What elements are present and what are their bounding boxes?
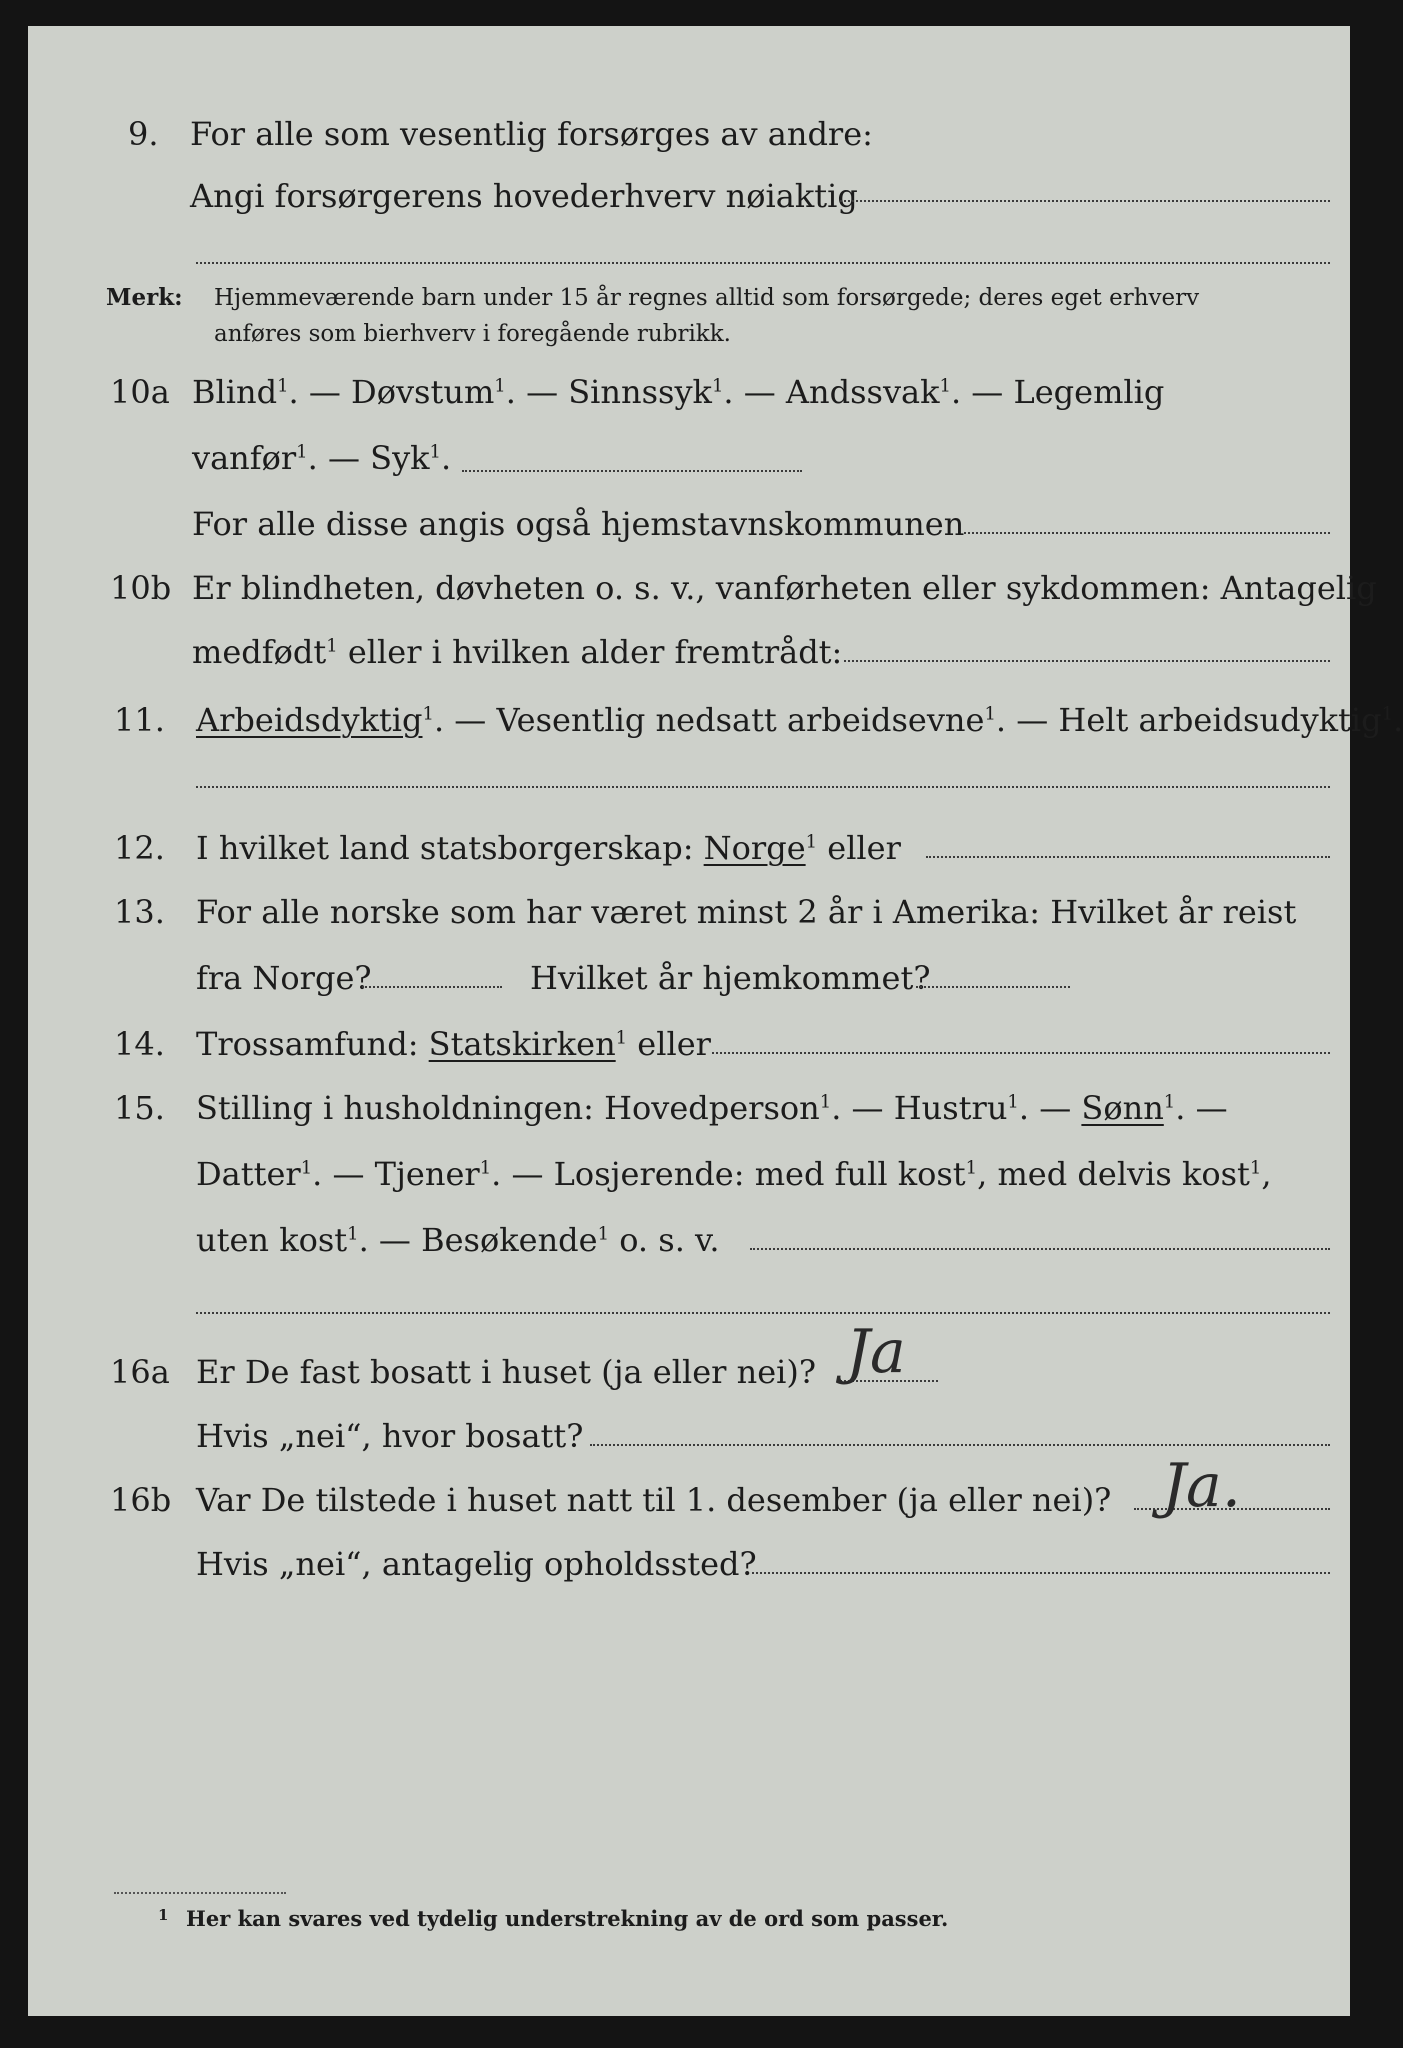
option-legemlig: . — Legemlig bbox=[950, 373, 1165, 411]
footnote-ref: 1 bbox=[984, 703, 996, 725]
footnote-ref: 1 bbox=[1249, 1157, 1262, 1179]
footnote-ref: 1 bbox=[429, 441, 441, 463]
q10a-fill-line-2 bbox=[964, 532, 1330, 534]
option-sonn-underlined: Sønn bbox=[1081, 1089, 1164, 1127]
footnote-ref: 1 bbox=[1381, 703, 1394, 725]
option-statskirken-underlined: Statskirken bbox=[428, 1025, 616, 1063]
footnote-ref: 1 bbox=[494, 375, 506, 397]
q13-fill-line-1 bbox=[362, 986, 502, 988]
q10a-line1 bbox=[192, 372, 1330, 412]
q9-line1: For alle som vesentlig forsørges av andre: bbox=[190, 115, 873, 153]
q16a-line1: Er De fast bosatt i huset (ja eller nei)? bbox=[196, 1353, 817, 1391]
option-hovedperson: Stilling i husholdningen: Hovedperson bbox=[196, 1089, 820, 1127]
q10a-fill-line bbox=[462, 470, 802, 472]
option-vanfor: vanfør bbox=[192, 439, 297, 477]
q16b-number: 16b bbox=[110, 1481, 172, 1519]
q14-number: 14. bbox=[114, 1025, 165, 1063]
option-medfodt: medfødt bbox=[192, 633, 327, 671]
q16a-fill-line-2 bbox=[590, 1444, 1330, 1446]
q9-fill-line bbox=[840, 200, 1330, 202]
q13-line2b: Hvilket år hjemkommet? bbox=[530, 959, 931, 997]
option-arbeidsdyktig-underlined: Arbeidsdyktig bbox=[196, 701, 423, 739]
q10a-number: 10a bbox=[110, 373, 170, 411]
q9-fill-line-2 bbox=[196, 262, 1330, 264]
q15-line1: Stilling i husholdningen: Hovedperson$^1$. — Hustru$^1$. — Sønn$^1$. — bbox=[196, 1089, 1228, 1127]
footnote-ref: 1 bbox=[939, 375, 951, 397]
footnote-ref: 1 bbox=[1163, 1091, 1176, 1113]
footnote-rule bbox=[114, 1892, 286, 1894]
footnote-ref: 1 bbox=[296, 441, 308, 463]
q9-line2: Angi forsørgerens hovederhverv nøiaktig bbox=[190, 177, 858, 215]
option-udyktig: . — Helt arbeidsudyktig bbox=[995, 701, 1382, 739]
q13-number: 13. bbox=[114, 893, 165, 931]
q11-fill-line bbox=[196, 786, 1330, 788]
q9-number: 9. bbox=[128, 115, 159, 153]
q13-fill-line-2 bbox=[916, 986, 1070, 988]
option-blind: Blind bbox=[192, 373, 278, 411]
q16a-line2: Hvis „nei“, hvor bosatt? bbox=[196, 1417, 584, 1455]
option-andssvak: . — Andssvak bbox=[723, 373, 940, 411]
q16b-fill-line-2 bbox=[752, 1572, 1330, 1574]
q15-fill-line-2 bbox=[196, 1312, 1330, 1314]
q13-line1: For alle norske som har været minst 2 år i Amerika: Hvilket år reist bbox=[196, 893, 1297, 931]
footnote-ref: 1 bbox=[615, 1027, 628, 1049]
merk-label: Merk: bbox=[106, 284, 183, 311]
footnote-ref: 1 bbox=[805, 831, 818, 853]
q10b-line2: medfødt$^1$ eller i hvilken alder fremtrådt: bbox=[192, 633, 843, 671]
option-hustru: . — Hustru bbox=[831, 1089, 1008, 1127]
footnote-ref: 1 bbox=[965, 1157, 978, 1179]
q12-fill-line bbox=[926, 856, 1330, 858]
q11-line1: Arbeidsdyktig$^1$. — Vesentlig nedsatt arbeidsevne$^1$. — Helt arbeidsudyktig$^1$. bbox=[196, 701, 1403, 739]
q16b-handwritten-answer: Ja. bbox=[1162, 1451, 1241, 1521]
q16a-number: 16a bbox=[110, 1353, 170, 1391]
option-delvis-kost: , med delvis kost bbox=[977, 1155, 1250, 1193]
q10a-line2: vanfør$^1$. — Syk$^1$. bbox=[192, 439, 452, 477]
q16a-handwritten-answer: Ja bbox=[846, 1317, 906, 1387]
q12-line1: I hvilket land statsborgerskap: Norge$^1$ eller bbox=[196, 829, 901, 867]
q14-line1: Trossamfund: Statskirken$^1$ eller bbox=[196, 1025, 711, 1063]
q15-line3: uten kost$^1$. — Besøkende$^1$ o. s. v. bbox=[196, 1221, 720, 1259]
option-nedsatt: . — Vesentlig nedsatt arbeidsevne bbox=[433, 701, 985, 739]
footnote-ref: 1 bbox=[326, 635, 338, 657]
q16b-line2: Hvis „nei“, antagelig opholdssted? bbox=[196, 1545, 757, 1583]
merk-line2: anføres som bierhverv i foregående rubrikk. bbox=[214, 321, 731, 347]
footnote-ref: 1 bbox=[479, 1157, 492, 1179]
footnote-ref: 1 bbox=[422, 703, 434, 725]
footnote-ref: 1 bbox=[277, 375, 289, 397]
option-datter: Datter bbox=[196, 1155, 301, 1193]
footnote-ref: 1 bbox=[347, 1223, 359, 1245]
q15-number: 15. bbox=[114, 1089, 165, 1127]
census-form-page bbox=[28, 26, 1403, 2016]
q10b-number: 10b bbox=[110, 569, 172, 607]
q16b-line1: Var De tilstede i huset natt til 1. desember (ja eller nei)? bbox=[196, 1481, 1112, 1519]
q10b-line1: Er blindheten, døvheten o. s. v., vanførheten eller sykdommen: Antagelig bbox=[192, 569, 1377, 607]
option-uten-kost: uten kost bbox=[196, 1221, 348, 1259]
option-full-kost: . — Losjerende: med full kost bbox=[491, 1155, 966, 1193]
footnote-mark: 1 bbox=[158, 1906, 169, 1924]
q15-line2: Datter$^1$. — Tjener$^1$. — Losjerende: med full kost$^1$, med delvis kost$^1$, bbox=[196, 1155, 1272, 1193]
footnote-text: Her kan svares ved tydelig understrekning av de ord som passer. bbox=[186, 1906, 949, 1931]
option-tjener: . — Tjener bbox=[312, 1155, 480, 1193]
option-sinnssyk: . — Sinnssyk bbox=[505, 373, 712, 411]
q10a-line3: For alle disse angis også hjemstavnskommunen bbox=[192, 505, 965, 543]
footnote-ref: 1 bbox=[711, 375, 724, 397]
footnote-ref: 1 bbox=[1007, 1091, 1019, 1113]
footnote-ref: 1 bbox=[819, 1091, 832, 1113]
q13-line2a: fra Norge? bbox=[196, 959, 372, 997]
option-dovstum: . — Døvstum bbox=[288, 373, 495, 411]
footnote-ref: 1 bbox=[597, 1223, 610, 1245]
q12-number: 12. bbox=[114, 829, 165, 867]
q11-number: 11. bbox=[114, 701, 165, 739]
option-syk: . — Syk bbox=[307, 439, 430, 477]
merk-line1: Hjemmeværende barn under 15 år regnes alltid som forsørgede; deres eget erhverv bbox=[214, 285, 1200, 311]
q10b-fill-line bbox=[844, 660, 1330, 662]
option-besokende: . — Besøkende bbox=[358, 1221, 598, 1259]
q15-fill-line bbox=[750, 1248, 1330, 1250]
footnote-ref: 1 bbox=[300, 1157, 313, 1179]
q14-fill-line bbox=[712, 1052, 1330, 1054]
option-norge-underlined: Norge bbox=[703, 829, 806, 867]
